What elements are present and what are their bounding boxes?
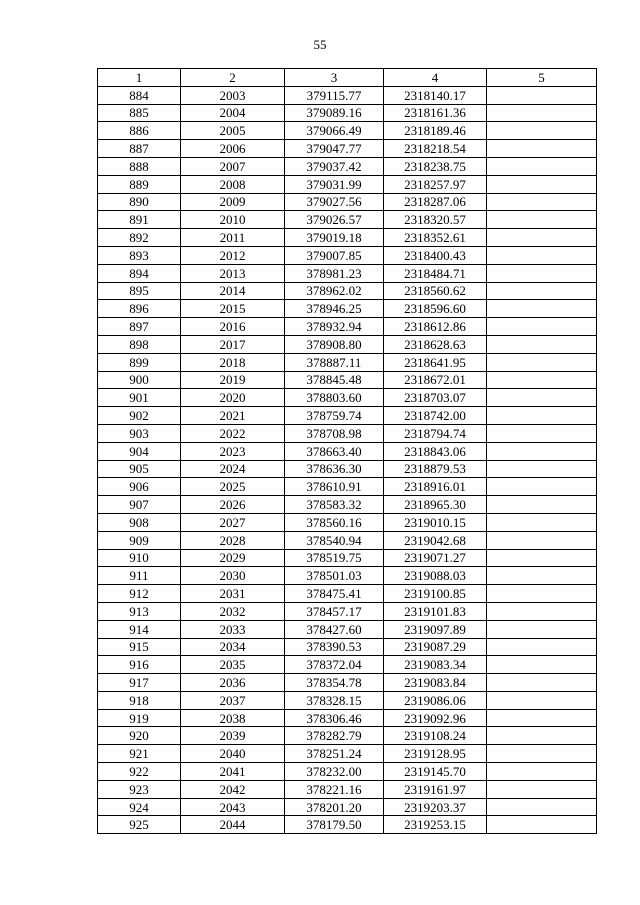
x-coordinate-cell: 378610.91	[285, 478, 384, 496]
point-number-cell: 884	[98, 86, 181, 104]
note-cell	[487, 175, 597, 193]
table-row	[98, 567, 597, 585]
note-cell	[487, 478, 597, 496]
x-coordinate-cell: 378306.46	[285, 709, 384, 727]
note-cell	[487, 424, 597, 442]
x-coordinate-cell: 378201.20	[285, 798, 384, 816]
y-coordinate-cell: 2318560.62	[384, 282, 487, 300]
table-row	[98, 816, 597, 834]
y-coordinate-cell: 2319161.97	[384, 780, 487, 798]
x-coordinate-cell: 378663.40	[285, 442, 384, 460]
table-row	[98, 478, 597, 496]
y-coordinate-cell: 2318596.60	[384, 300, 487, 318]
point-number-cell: 898	[98, 335, 181, 353]
x-coordinate-cell: 378519.75	[285, 549, 384, 567]
y-coordinate-cell: 2318794.74	[384, 424, 487, 442]
column-header: 2	[181, 69, 285, 87]
sequence-number-cell: 2007	[181, 157, 285, 175]
x-coordinate-cell: 378501.03	[285, 567, 384, 585]
x-coordinate-cell: 379037.42	[285, 157, 384, 175]
note-cell	[487, 513, 597, 531]
sequence-number-cell: 2009	[181, 193, 285, 211]
x-coordinate-cell: 378328.15	[285, 691, 384, 709]
x-coordinate-cell: 379047.77	[285, 140, 384, 158]
point-number-cell: 917	[98, 674, 181, 692]
y-coordinate-cell: 2319042.68	[384, 531, 487, 549]
table-row	[98, 318, 597, 336]
y-coordinate-cell: 2318484.71	[384, 264, 487, 282]
x-coordinate-cell: 378946.25	[285, 300, 384, 318]
x-coordinate-cell: 378759.74	[285, 407, 384, 425]
x-coordinate-cell: 378636.30	[285, 460, 384, 478]
point-number-cell: 901	[98, 389, 181, 407]
note-cell	[487, 371, 597, 389]
x-coordinate-cell: 378427.60	[285, 620, 384, 638]
point-number-cell: 914	[98, 620, 181, 638]
note-cell	[487, 264, 597, 282]
sequence-number-cell: 2013	[181, 264, 285, 282]
x-coordinate-cell: 379089.16	[285, 104, 384, 122]
sequence-number-cell: 2027	[181, 513, 285, 531]
point-number-cell: 892	[98, 229, 181, 247]
y-coordinate-cell: 2319128.95	[384, 745, 487, 763]
sequence-number-cell: 2040	[181, 745, 285, 763]
note-cell	[487, 567, 597, 585]
x-coordinate-cell: 378981.23	[285, 264, 384, 282]
point-number-cell: 910	[98, 549, 181, 567]
sequence-number-cell: 2033	[181, 620, 285, 638]
sequence-number-cell: 2042	[181, 780, 285, 798]
table-row	[98, 656, 597, 674]
x-coordinate-cell: 379026.57	[285, 211, 384, 229]
note-cell	[487, 300, 597, 318]
x-coordinate-cell: 379115.77	[285, 86, 384, 104]
note-cell	[487, 727, 597, 745]
table-row	[98, 602, 597, 620]
x-coordinate-cell: 378251.24	[285, 745, 384, 763]
point-number-cell: 911	[98, 567, 181, 585]
note-cell	[487, 104, 597, 122]
note-cell	[487, 407, 597, 425]
table-row	[98, 389, 597, 407]
y-coordinate-cell: 2319087.29	[384, 638, 487, 656]
x-coordinate-cell: 378908.80	[285, 335, 384, 353]
note-cell	[487, 246, 597, 264]
point-number-cell: 887	[98, 140, 181, 158]
x-coordinate-cell: 379027.56	[285, 193, 384, 211]
note-cell	[487, 763, 597, 781]
point-number-cell: 891	[98, 211, 181, 229]
sequence-number-cell: 2015	[181, 300, 285, 318]
point-number-cell: 905	[98, 460, 181, 478]
note-cell	[487, 620, 597, 638]
note-cell	[487, 709, 597, 727]
point-number-cell: 920	[98, 727, 181, 745]
y-coordinate-cell: 2318612.86	[384, 318, 487, 336]
y-coordinate-cell: 2318965.30	[384, 496, 487, 514]
sequence-number-cell: 2004	[181, 104, 285, 122]
point-number-cell: 888	[98, 157, 181, 175]
table-row	[98, 638, 597, 656]
note-cell	[487, 282, 597, 300]
point-number-cell: 918	[98, 691, 181, 709]
point-number-cell: 904	[98, 442, 181, 460]
note-cell	[487, 86, 597, 104]
table-row	[98, 229, 597, 247]
sequence-number-cell: 2006	[181, 140, 285, 158]
point-number-cell: 899	[98, 353, 181, 371]
x-coordinate-cell: 378887.11	[285, 353, 384, 371]
column-header: 1	[98, 69, 181, 87]
table-row	[98, 745, 597, 763]
sequence-number-cell: 2005	[181, 122, 285, 140]
x-coordinate-cell: 378845.48	[285, 371, 384, 389]
table-row	[98, 727, 597, 745]
table-header-row	[98, 69, 597, 87]
table-row	[98, 798, 597, 816]
table-row	[98, 549, 597, 567]
table-row	[98, 424, 597, 442]
table-row	[98, 780, 597, 798]
point-number-cell: 909	[98, 531, 181, 549]
note-cell	[487, 638, 597, 656]
y-coordinate-cell: 2319083.84	[384, 674, 487, 692]
page-number: 55	[313, 37, 327, 52]
point-number-cell: 893	[98, 246, 181, 264]
point-number-cell: 902	[98, 407, 181, 425]
y-coordinate-cell: 2318879.53	[384, 460, 487, 478]
note-cell	[487, 816, 597, 834]
table-row	[98, 104, 597, 122]
sequence-number-cell: 2011	[181, 229, 285, 247]
point-number-cell: 924	[98, 798, 181, 816]
sequence-number-cell: 2044	[181, 816, 285, 834]
x-coordinate-cell: 379031.99	[285, 175, 384, 193]
table-row	[98, 353, 597, 371]
table-row	[98, 211, 597, 229]
sequence-number-cell: 2039	[181, 727, 285, 745]
sequence-number-cell: 2035	[181, 656, 285, 674]
x-coordinate-cell: 378962.02	[285, 282, 384, 300]
y-coordinate-cell: 2318916.01	[384, 478, 487, 496]
x-coordinate-cell: 379066.49	[285, 122, 384, 140]
note-cell	[487, 745, 597, 763]
table-row	[98, 264, 597, 282]
table-row	[98, 175, 597, 193]
column-header: 4	[384, 69, 487, 87]
sequence-number-cell: 2026	[181, 496, 285, 514]
y-coordinate-cell: 2319092.96	[384, 709, 487, 727]
point-number-cell: 903	[98, 424, 181, 442]
note-cell	[487, 460, 597, 478]
sequence-number-cell: 2041	[181, 763, 285, 781]
point-number-cell: 925	[98, 816, 181, 834]
y-coordinate-cell: 2318320.57	[384, 211, 487, 229]
point-number-cell: 900	[98, 371, 181, 389]
sequence-number-cell: 2034	[181, 638, 285, 656]
point-number-cell: 897	[98, 318, 181, 336]
x-coordinate-cell: 378390.53	[285, 638, 384, 656]
y-coordinate-cell: 2319088.03	[384, 567, 487, 585]
note-cell	[487, 442, 597, 460]
note-cell	[487, 585, 597, 603]
x-coordinate-cell: 378475.41	[285, 585, 384, 603]
x-coordinate-cell: 379007.85	[285, 246, 384, 264]
sequence-number-cell: 2022	[181, 424, 285, 442]
y-coordinate-cell: 2319145.70	[384, 763, 487, 781]
column-header: 5	[487, 69, 597, 87]
x-coordinate-cell: 378457.17	[285, 602, 384, 620]
y-coordinate-cell: 2318400.43	[384, 246, 487, 264]
note-cell	[487, 496, 597, 514]
note-cell	[487, 211, 597, 229]
point-number-cell: 916	[98, 656, 181, 674]
sequence-number-cell: 2021	[181, 407, 285, 425]
sequence-number-cell: 2020	[181, 389, 285, 407]
sequence-number-cell: 2036	[181, 674, 285, 692]
point-number-cell: 894	[98, 264, 181, 282]
note-cell	[487, 140, 597, 158]
table-row	[98, 300, 597, 318]
table-row	[98, 246, 597, 264]
sequence-number-cell: 2030	[181, 567, 285, 585]
y-coordinate-cell: 2318140.17	[384, 86, 487, 104]
note-cell	[487, 531, 597, 549]
y-coordinate-cell: 2318218.54	[384, 140, 487, 158]
x-coordinate-cell: 378282.79	[285, 727, 384, 745]
x-coordinate-cell: 378179.50	[285, 816, 384, 834]
table-row	[98, 460, 597, 478]
note-cell	[487, 157, 597, 175]
sequence-number-cell: 2010	[181, 211, 285, 229]
y-coordinate-cell: 2318628.63	[384, 335, 487, 353]
table-row	[98, 157, 597, 175]
coordinates-table	[97, 68, 597, 834]
note-cell	[487, 674, 597, 692]
table-row	[98, 407, 597, 425]
column-header: 3	[285, 69, 384, 87]
table-row	[98, 371, 597, 389]
table-row	[98, 691, 597, 709]
note-cell	[487, 549, 597, 567]
y-coordinate-cell: 2319010.15	[384, 513, 487, 531]
y-coordinate-cell: 2318238.75	[384, 157, 487, 175]
table-row	[98, 763, 597, 781]
table-row	[98, 140, 597, 158]
y-coordinate-cell: 2318257.97	[384, 175, 487, 193]
y-coordinate-cell: 2319100.85	[384, 585, 487, 603]
sequence-number-cell: 2024	[181, 460, 285, 478]
y-coordinate-cell: 2318161.36	[384, 104, 487, 122]
table-row	[98, 674, 597, 692]
sequence-number-cell: 2043	[181, 798, 285, 816]
note-cell	[487, 691, 597, 709]
x-coordinate-cell: 378708.98	[285, 424, 384, 442]
sequence-number-cell: 2029	[181, 549, 285, 567]
sequence-number-cell: 2018	[181, 353, 285, 371]
table-row	[98, 335, 597, 353]
point-number-cell: 923	[98, 780, 181, 798]
point-number-cell: 912	[98, 585, 181, 603]
note-cell	[487, 122, 597, 140]
sequence-number-cell: 2008	[181, 175, 285, 193]
y-coordinate-cell: 2319071.27	[384, 549, 487, 567]
note-cell	[487, 335, 597, 353]
table-row	[98, 585, 597, 603]
table-row	[98, 86, 597, 104]
y-coordinate-cell: 2319101.83	[384, 602, 487, 620]
y-coordinate-cell: 2318742.00	[384, 407, 487, 425]
sequence-number-cell: 2032	[181, 602, 285, 620]
point-number-cell: 915	[98, 638, 181, 656]
note-cell	[487, 798, 597, 816]
y-coordinate-cell: 2318189.46	[384, 122, 487, 140]
x-coordinate-cell: 378232.00	[285, 763, 384, 781]
point-number-cell: 907	[98, 496, 181, 514]
x-coordinate-cell: 378932.94	[285, 318, 384, 336]
y-coordinate-cell: 2318352.61	[384, 229, 487, 247]
note-cell	[487, 193, 597, 211]
point-number-cell: 896	[98, 300, 181, 318]
point-number-cell: 922	[98, 763, 181, 781]
x-coordinate-cell: 378803.60	[285, 389, 384, 407]
x-coordinate-cell: 379019.18	[285, 229, 384, 247]
table-row	[98, 122, 597, 140]
sequence-number-cell: 2031	[181, 585, 285, 603]
point-number-cell: 908	[98, 513, 181, 531]
y-coordinate-cell: 2319253.15	[384, 816, 487, 834]
point-number-cell: 890	[98, 193, 181, 211]
table-row	[98, 193, 597, 211]
y-coordinate-cell: 2318641.95	[384, 353, 487, 371]
table-row	[98, 620, 597, 638]
point-number-cell: 919	[98, 709, 181, 727]
table-row	[98, 496, 597, 514]
x-coordinate-cell: 378540.94	[285, 531, 384, 549]
point-number-cell: 885	[98, 104, 181, 122]
table-row	[98, 282, 597, 300]
point-number-cell: 906	[98, 478, 181, 496]
sequence-number-cell: 2023	[181, 442, 285, 460]
sequence-number-cell: 2038	[181, 709, 285, 727]
point-number-cell: 895	[98, 282, 181, 300]
sequence-number-cell: 2025	[181, 478, 285, 496]
note-cell	[487, 353, 597, 371]
table-body	[98, 86, 597, 833]
table-row	[98, 513, 597, 531]
point-number-cell: 913	[98, 602, 181, 620]
x-coordinate-cell: 378583.32	[285, 496, 384, 514]
x-coordinate-cell: 378354.78	[285, 674, 384, 692]
sequence-number-cell: 2014	[181, 282, 285, 300]
y-coordinate-cell: 2318287.06	[384, 193, 487, 211]
point-number-cell: 886	[98, 122, 181, 140]
note-cell	[487, 389, 597, 407]
point-number-cell: 921	[98, 745, 181, 763]
table-row	[98, 442, 597, 460]
y-coordinate-cell: 2318703.07	[384, 389, 487, 407]
table-row	[98, 709, 597, 727]
y-coordinate-cell: 2318672.01	[384, 371, 487, 389]
note-cell	[487, 318, 597, 336]
x-coordinate-cell: 378221.16	[285, 780, 384, 798]
point-number-cell: 889	[98, 175, 181, 193]
y-coordinate-cell: 2319086.06	[384, 691, 487, 709]
y-coordinate-cell: 2318843.06	[384, 442, 487, 460]
note-cell	[487, 602, 597, 620]
sequence-number-cell: 2003	[181, 86, 285, 104]
note-cell	[487, 780, 597, 798]
x-coordinate-cell: 378372.04	[285, 656, 384, 674]
y-coordinate-cell: 2319203.37	[384, 798, 487, 816]
y-coordinate-cell: 2319083.34	[384, 656, 487, 674]
table-row	[98, 531, 597, 549]
sequence-number-cell: 2019	[181, 371, 285, 389]
y-coordinate-cell: 2319097.89	[384, 620, 487, 638]
y-coordinate-cell: 2319108.24	[384, 727, 487, 745]
sequence-number-cell: 2016	[181, 318, 285, 336]
sequence-number-cell: 2037	[181, 691, 285, 709]
note-cell	[487, 656, 597, 674]
x-coordinate-cell: 378560.16	[285, 513, 384, 531]
sequence-number-cell: 2028	[181, 531, 285, 549]
note-cell	[487, 229, 597, 247]
sequence-number-cell: 2017	[181, 335, 285, 353]
sequence-number-cell: 2012	[181, 246, 285, 264]
